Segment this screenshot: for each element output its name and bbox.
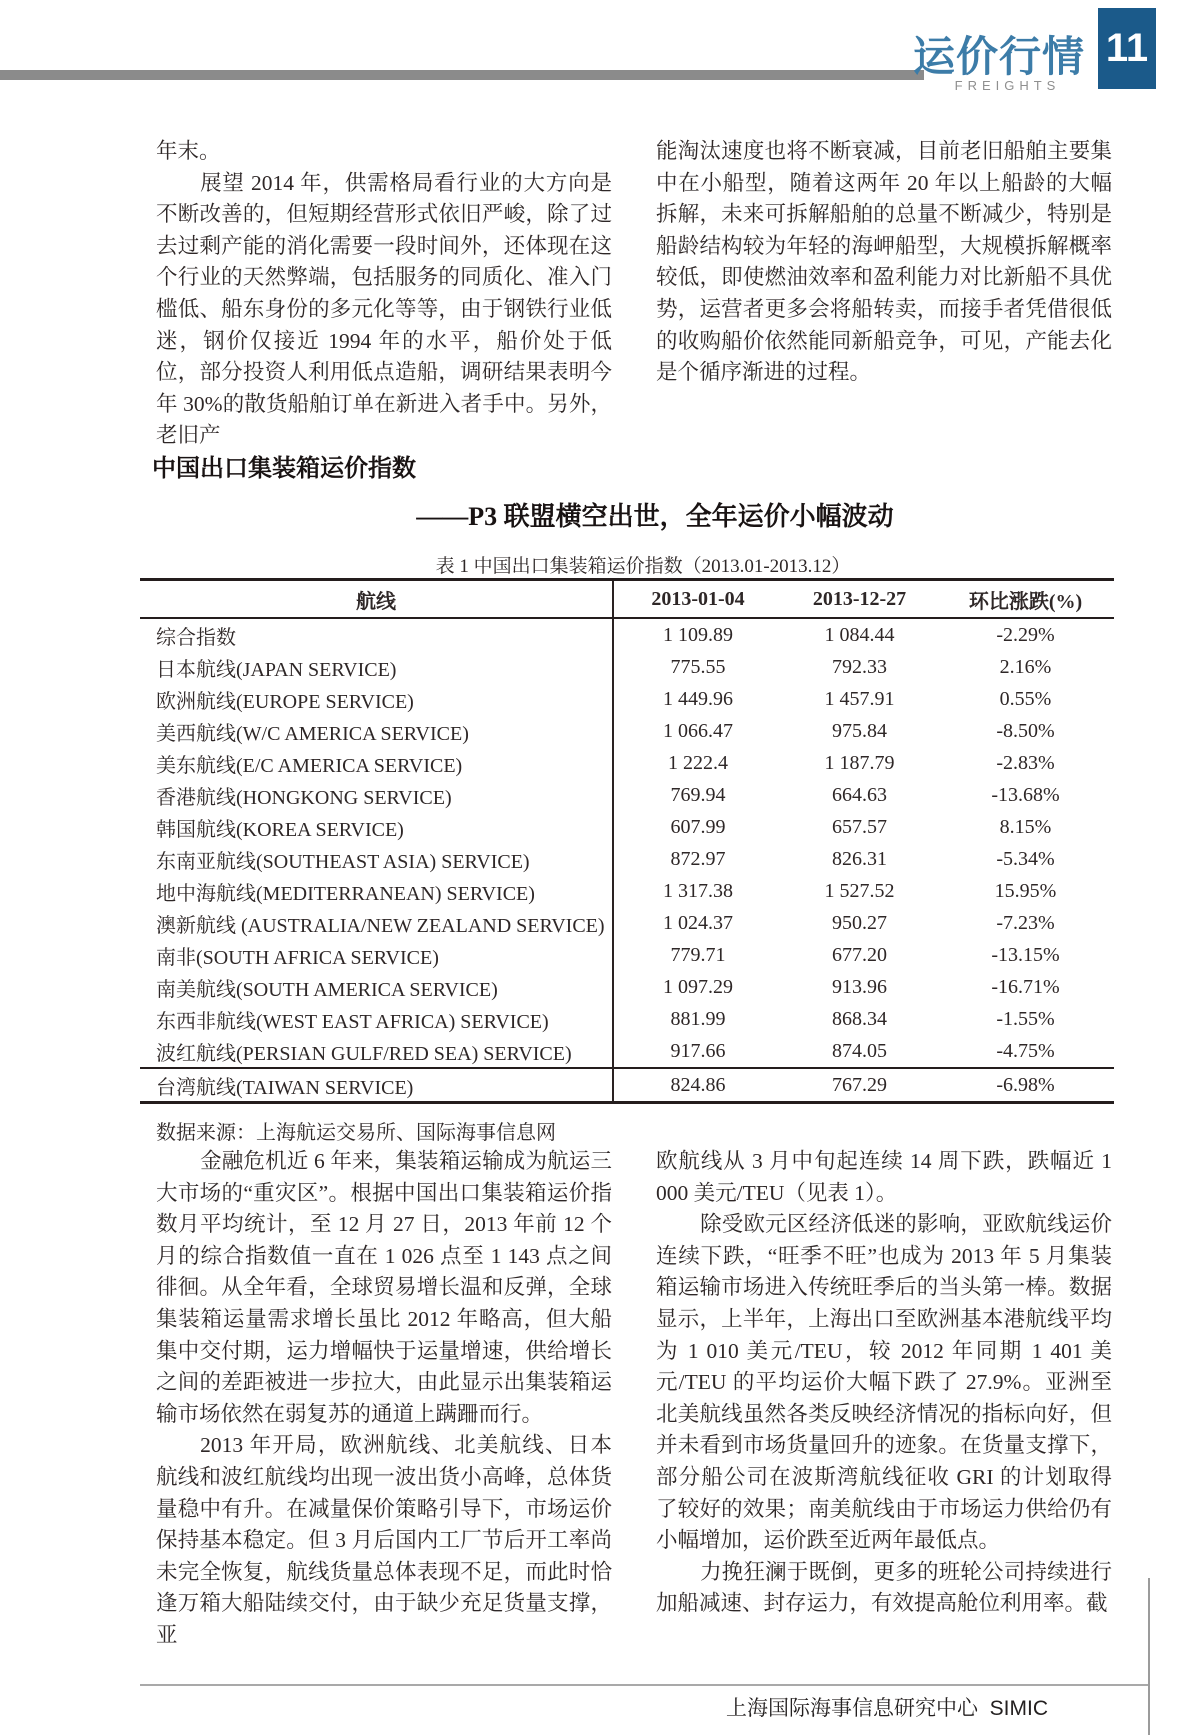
value-cell-date1: 917.66 [670, 1039, 726, 1062]
table-row [140, 875, 1114, 907]
change-cell: -16.71% [991, 975, 1060, 998]
section-subheading: ——P3 联盟横空出世，全年运价小幅波动 [416, 502, 894, 531]
table-row [140, 1035, 1114, 1068]
body-right-column [656, 1146, 1112, 1652]
paragraph: 展望 2014 年，供需格局看行业的大方向是不断改善的，但短期经营形式依旧严峻，除了过去过剩产能的消化需要一段时间外，还体现在这个行业的天然弊端，包括服务的同质化、准入门槛低、船东身份的多元化等等，由于钢铁行业低迷，钢价仅接近 1994 年的水平，船价处于低位，部分投资人利用低点造船，调研结果表明今年 30%的散货船舶订单在新进入者手中。另外，老旧产 [156, 170, 612, 448]
route-cell: 综合指数 [140, 618, 613, 651]
value-cell-date2: 1 457.91 [824, 687, 895, 710]
top-right-column [656, 136, 1112, 452]
route-cell: 东西非航线(WEST EAST AFRICA) SERVICE) [140, 1003, 613, 1035]
change-cell: 2.16% [999, 655, 1052, 678]
paragraph: 欧航线从 3 月中旬起连续 14 周下跌，跌幅近 1 000 美元/TEU（见表 1）。 [656, 1149, 1112, 1205]
section-heading: 中国出口集装箱运价指数 [152, 456, 416, 482]
table-row [140, 939, 1114, 971]
freight-index-table [140, 578, 1114, 1104]
change-cell: -8.50% [996, 719, 1055, 742]
table-header-row [140, 580, 1114, 619]
paragraph: 除受欧元区经济低迷的影响，亚欧航线运价连续下跌，“旺季不旺”也成为 2013 年 5 月集装箱运输市场进入传统旺季后的当头第一棒。数据显示，上半年，上海出口至欧洲基本港航线平均为 1 010 美元/TEU，较 2012 年同期 1 401 美元/TEU 的平均运价大幅下跌了 27.9%。亚洲至北美航线虽然各类反映经济情况的指标向好，但并未看到市场货量回升的迹象。在货量支撑下，部分船公司在波斯湾航线征收 GRI 的计划取得了较好的效果；南美航线由于市场运力供给仍有小幅增加，运价跌至近两年最低点。 [656, 1212, 1112, 1553]
table-row [140, 1068, 1114, 1103]
value-cell-date2: 657.57 [832, 815, 887, 838]
value-cell-date2: 1 084.44 [824, 623, 895, 646]
body-text-columns [156, 1146, 1112, 1652]
value-cell-date1: 779.71 [670, 943, 726, 966]
route-cell: 波红航线(PERSIAN GULF/RED SEA) SERVICE) [140, 1035, 613, 1068]
table-row [140, 1003, 1114, 1035]
change-cell: -13.68% [991, 783, 1060, 806]
paragraph: 2013 年开局，欧洲航线、北美航线、日本航线和波红航线均出现一波出货小高峰，总体货量稳中有升。在减量保价策略引导下，市场运价保持基本稳定。但 3 月后国内工厂节后开工率尚未完全恢复，航线货量总体表现不足，而此时恰逢万箱大船陆续交付，由于缺少充足货量支撑，亚 [156, 1433, 612, 1647]
value-cell-date1: 1 066.47 [663, 719, 733, 742]
route-cell: 美东航线(E/C AMERICA SERVICE) [140, 747, 613, 779]
page-title: 运价行情 [912, 33, 1085, 80]
change-cell: -4.75% [996, 1039, 1055, 1062]
paragraph: 金融危机近 6 年来，集装箱运输成为航运三大市场的“重灾区”。根据中国出口集装箱运价指数月平均统计，至 12 月 27 日，2013 年前 12 个月的综合指数值一直在 1 026 点至 1 143 点之间徘徊。从全年看，全球贸易增长温和反弹，全球集装箱运量需求增长虽比 2012 年略高，但大船集中交付期，运力增幅快于运量增速，供给增长之间的差距被进一步拉大，由此显示出集装箱运输市场依然在弱复苏的通道上蹒跚而行。 [156, 1149, 612, 1426]
data-source-note: 数据来源：上海航运交易所、国际海事信息网 [156, 1122, 556, 1144]
route-cell: 美西航线(W/C AMERICA SERVICE) [140, 715, 613, 747]
route-cell: 东南亚航线(SOUTHEAST ASIA) SERVICE) [140, 843, 613, 875]
value-cell-date1: 1 097.29 [663, 975, 733, 998]
column-header-change: 环比涨跌(%) [937, 580, 1114, 619]
change-cell: -2.29% [996, 623, 1055, 646]
top-left-column [156, 136, 612, 452]
value-cell-date1: 881.99 [670, 1007, 726, 1030]
table-row [140, 779, 1114, 811]
table-row [140, 907, 1114, 939]
value-cell-date2: 1 187.79 [824, 751, 895, 774]
value-cell-date2: 913.96 [832, 975, 887, 998]
route-cell: 地中海航线(MEDITERRANEAN) SERVICE) [140, 875, 613, 907]
footer-rule [140, 1684, 1150, 1686]
value-cell-date2: 975.84 [832, 719, 887, 742]
footer-vertical-rule [1148, 1578, 1150, 1735]
column-header-date1: 2013-01-04 [613, 580, 782, 619]
value-cell-date2: 1 527.52 [824, 879, 895, 902]
route-cell: 南美航线(SOUTH AMERICA SERVICE) [140, 971, 613, 1003]
route-cell: 欧洲航线(EUROPE SERVICE) [140, 683, 613, 715]
value-cell-date1: 775.55 [670, 655, 726, 678]
change-cell: 15.95% [994, 879, 1057, 902]
paragraph: 年末。 [156, 139, 221, 163]
value-cell-date1: 1 024.37 [663, 911, 733, 934]
value-cell-date2: 950.27 [832, 911, 887, 934]
footer-text: 上海国际海事信息研究中心 SIMIC [725, 1697, 1048, 1720]
value-cell-date1: 824.86 [613, 1068, 782, 1103]
change-cell: -13.15% [991, 943, 1060, 966]
value-cell-date1: 1 222.4 [668, 751, 728, 774]
table-row [140, 715, 1114, 747]
change-cell: -2.83% [996, 751, 1055, 774]
value-cell-date2: 664.63 [832, 783, 887, 806]
value-cell-date1: 769.94 [670, 783, 726, 806]
table-row [140, 747, 1114, 779]
change-cell: 0.55% [999, 687, 1052, 710]
top-text-columns [156, 136, 1112, 452]
value-cell-date1: 872.97 [670, 847, 726, 870]
change-cell: -6.98% [937, 1068, 1114, 1103]
column-header-route: 航线 [140, 580, 613, 619]
value-cell-date2: 792.33 [832, 655, 887, 678]
value-cell-date1: 1 317.38 [663, 879, 733, 902]
value-cell-date1: 1 109.89 [663, 623, 733, 646]
paragraph: 力挽狂澜于既倒，更多的班轮公司持续进行加船减速、封存运力，有效提高舱位利用率。截 [656, 1559, 1112, 1616]
change-cell: 8.15% [999, 815, 1052, 838]
page-title-english: FREIGHTS [954, 78, 1061, 93]
value-cell-date1: 607.99 [670, 815, 726, 838]
table-row [140, 683, 1114, 715]
route-cell: 日本航线(JAPAN SERVICE) [140, 651, 613, 683]
header-rule [0, 70, 924, 80]
value-cell-date2: 826.31 [832, 847, 887, 870]
paragraph: 能淘汰速度也将不断衰减，目前老旧船舶主要集中在小船型，随着这两年 20 年以上船龄的大幅拆解，未来可拆解船舶的总量不断减少，特别是船龄结构较为年轻的海岬船型，大规模拆解概率较低，即使燃油效率和盈利能力对比新船不具优势，运营者更多会将船转卖，而接手者凭借很低的收购船价依然能同新船竞争，可见，产能去化是个循序渐进的过程。 [656, 139, 1112, 385]
table-row [140, 843, 1114, 875]
change-cell: -5.34% [996, 847, 1055, 870]
table-row [140, 811, 1114, 843]
value-cell-date2: 767.29 [782, 1068, 937, 1103]
route-cell: 韩国航线(KOREA SERVICE) [140, 811, 613, 843]
route-cell: 台湾航线(TAIWAN SERVICE) [140, 1068, 613, 1103]
table-row [140, 651, 1114, 683]
column-header-date2: 2013-12-27 [782, 580, 937, 619]
route-cell: 香港航线(HONGKONG SERVICE) [140, 779, 613, 811]
body-left-column [156, 1146, 612, 1652]
route-cell: 南非(SOUTH AFRICA SERVICE) [140, 939, 613, 971]
route-cell: 澳新航线 (AUSTRALIA/NEW ZEALAND SERVICE) [140, 907, 613, 939]
value-cell-date2: 868.34 [832, 1007, 887, 1030]
value-cell-date2: 677.20 [832, 943, 887, 966]
table-caption: 表 1 中国出口集装箱运价指数（2013.01-2013.12） [435, 556, 851, 577]
change-cell: -7.23% [996, 911, 1055, 934]
table-row [140, 971, 1114, 1003]
change-cell: -1.55% [996, 1007, 1055, 1030]
table-row [140, 618, 1114, 651]
value-cell-date1: 1 449.96 [663, 687, 733, 710]
value-cell-date2: 874.05 [832, 1039, 887, 1062]
page-number-badge: 11 [1098, 8, 1156, 89]
